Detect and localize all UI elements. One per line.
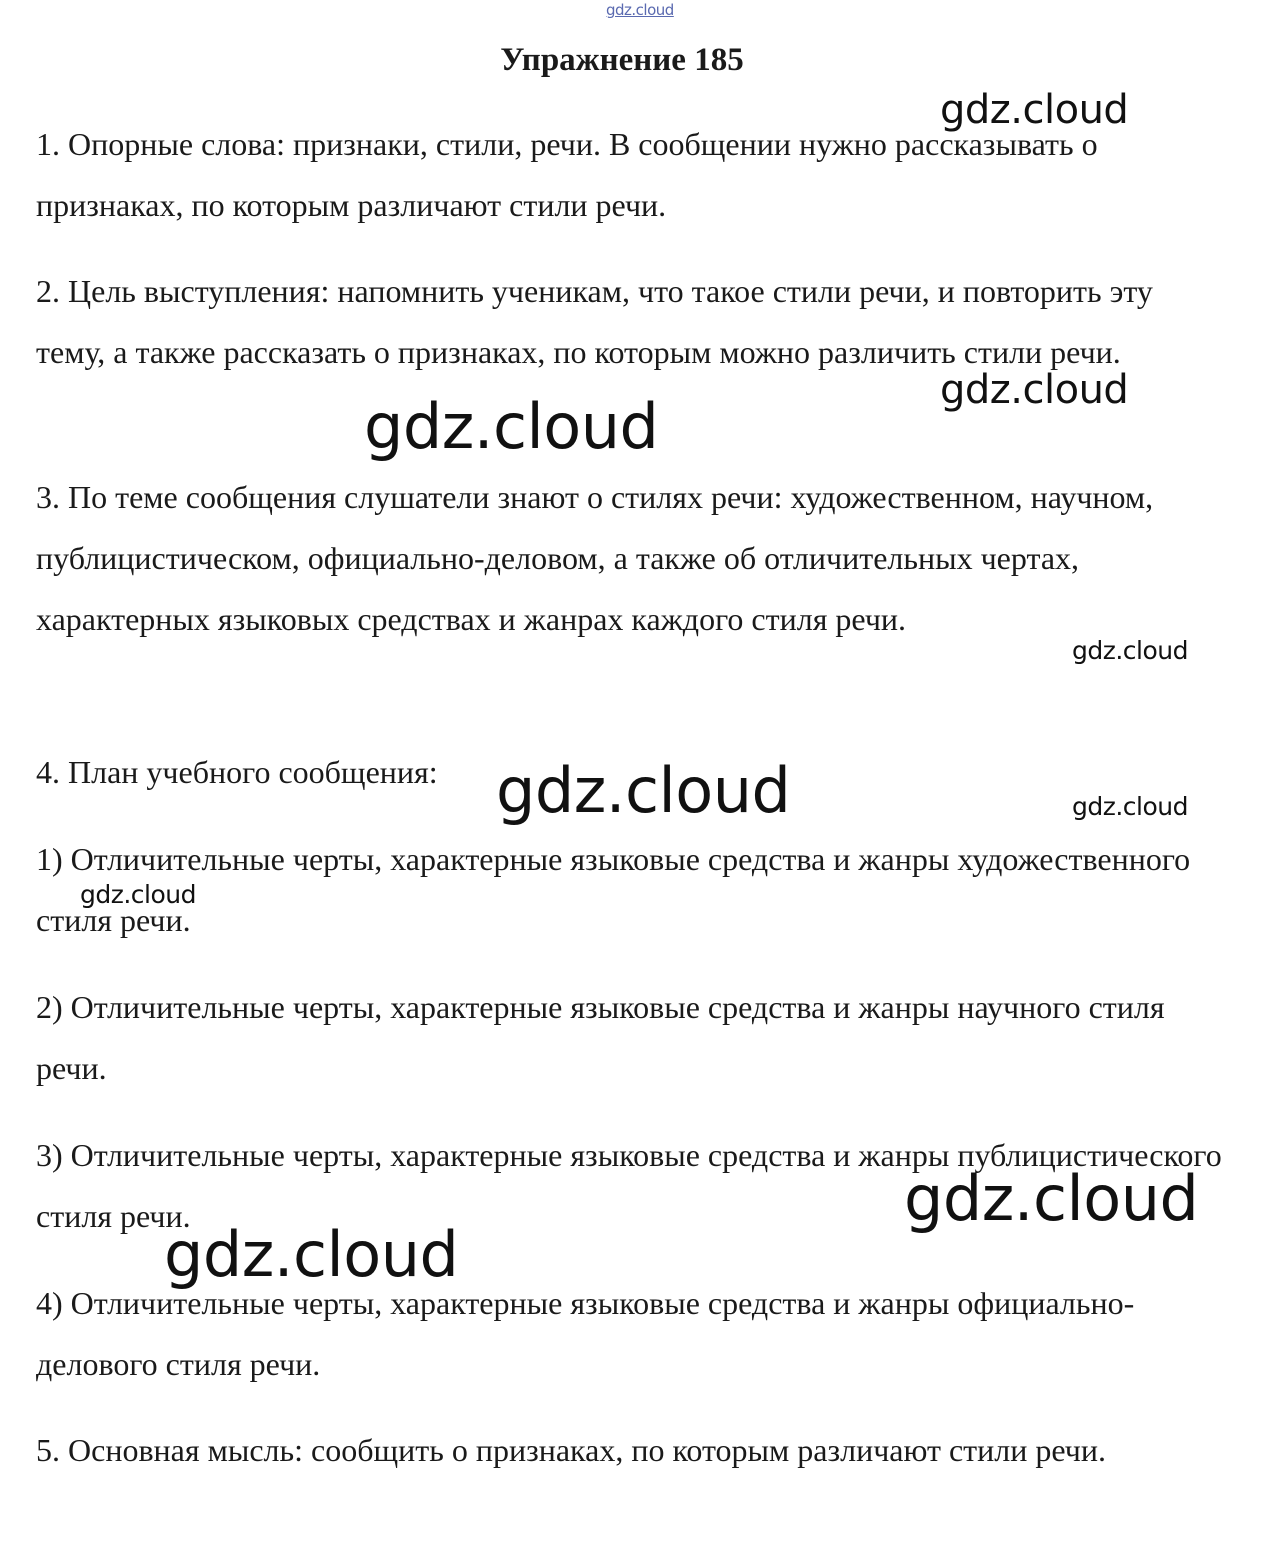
plan-item-1: 1) Отличительные черты, характерные языковые средства и жанры художественного стиля речи. [36,841,1191,938]
paragraph-4: 4. План учебного сообщения: [36,754,438,790]
paragraph-1: 1. Опорные слова: признаки, стили, речи. В сообщении нужно рассказывать о признаках, по которым различают стили речи. [36,126,1098,223]
plan-item-2: 2) Отличительные черты, характерные языковые средства и жанры научного стиля речи. [36,989,1165,1086]
watermark: gdz.cloud [1072,636,1189,665]
watermark: gdz.cloud [496,754,791,827]
watermark: gdz.cloud [164,1218,459,1291]
watermark: gdz.cloud [606,1,674,19]
watermark: gdz.cloud [940,87,1129,133]
paragraph-5: 5. Основная мысль: сообщить о признаках, по которым различают стили речи. [36,1432,1106,1468]
watermark: gdz.cloud [940,367,1129,413]
paragraph-3: 3. По теме сообщения слушатели знают о стилях речи: художественном, научном, публицистическом, официально-деловом, а также об отличительных чертах, характерных языковых средствах и жанрах каждого стиля речи. [36,479,1154,637]
watermark: gdz.cloud [1072,792,1189,821]
plan-item-3: 3) Отличительные черты, характерные языковые средства и жанры публицистического стиля речи. [36,1137,1222,1234]
watermark: gdz.cloud [364,390,659,463]
page-title: Упражнение 185 [500,42,744,78]
watermark: gdz.cloud [80,880,197,909]
paragraph-2: 2. Цель выступления: напомнить ученикам, что такое стили речи, и повторить эту тему, а также рассказать о признаках, по которым можно различить стили речи. [36,273,1153,370]
watermark: gdz.cloud [904,1162,1199,1235]
plan-item-4: 4) Отличительные черты, характерные языковые средства и жанры официально-делового стиля речи. [36,1285,1135,1382]
